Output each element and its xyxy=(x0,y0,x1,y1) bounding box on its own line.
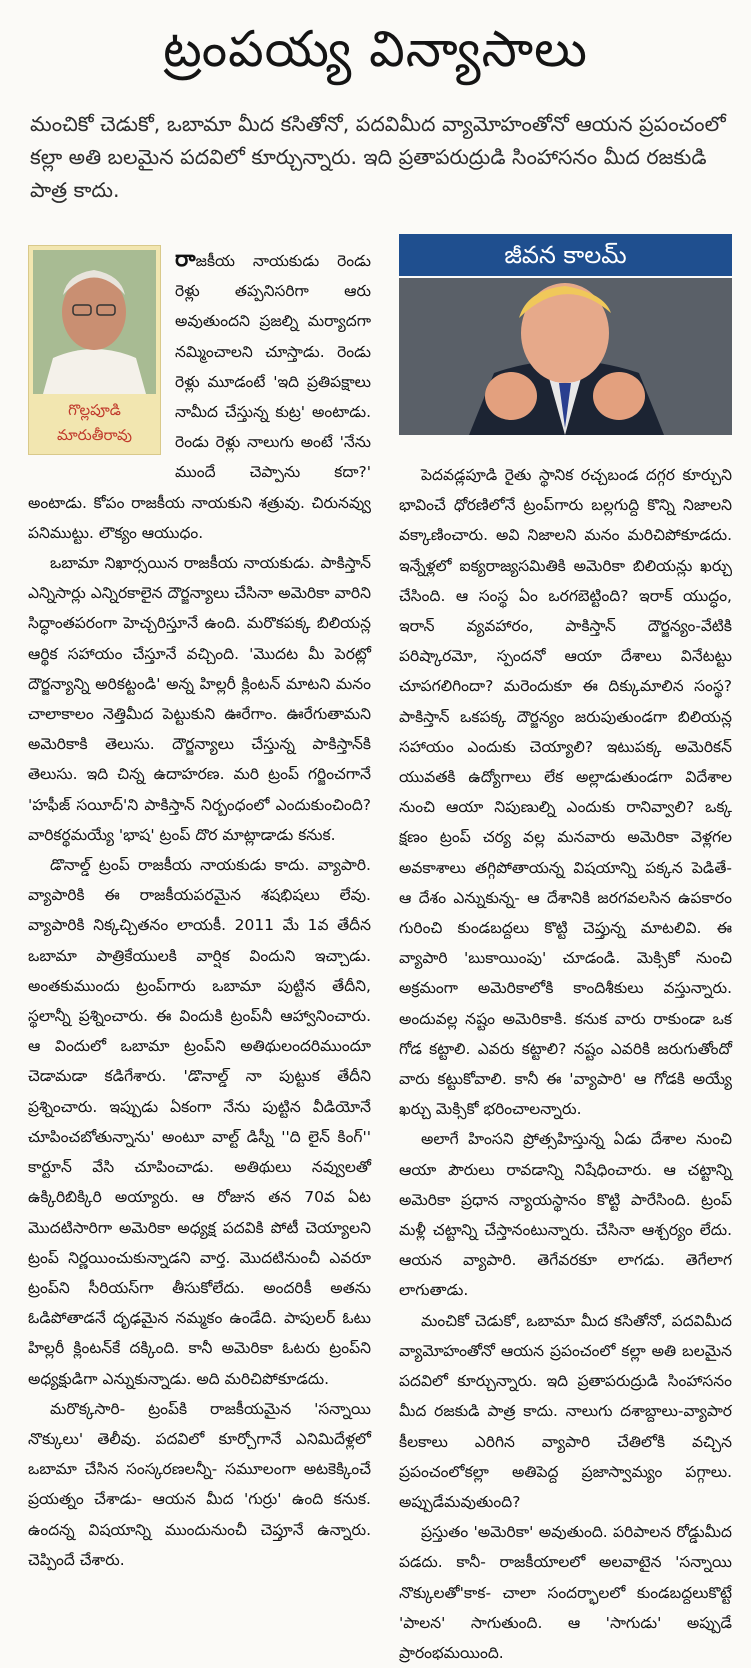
author-name: గొల్లపూడి మారుతీరావు xyxy=(56,401,133,444)
headline: ట్రంపయ్య విన్యాసాలు xyxy=(163,20,588,78)
left-column xyxy=(28,245,371,1575)
right-paragraph-4: ప్రస్తుతం 'అమెరికా' అవుతుంది. పరిపాలన రోడ్డుమీద పడదు. కానీ- రాజకీయాలలో అలవాటైన 'సన్నాయి నొక్కులతో'కాక- చాలా సందర్భాలలో కుండబద్దలుకొట్టే 'పాలన' సాగుతుంది. ఆ 'సాగుడు' అప్పుడే ప్రారంభమయింది. xyxy=(399,1523,732,1662)
right-paragraph-1: పెదవడ్లపూడి రైతు స్థానిక రచ్చబండ దగ్గర కూర్చుని భావించే ధోరణిలోనే ట్రంప్‌గారు బల్లగుద్ది కొన్ని నిజాలని వక్కాణించారు. అవి నిజాలని మనం మరిచిపోకూడదు. ఇన్నేళ్లలో ఐక్యరాజ్యసమితికి అమెరికా బిలియన్లు ఖర్చు చేసింది. ఆ సంస్థ ఏం ఒరగబెట్టింది? ఇరాక్ యుద్ధం, ఇరాన్ వ్యవహారం, పాకిస్తాన్ దౌర్జన్యం-వేటికి పరిష్కారమో, స్పందనో ఆయా దేశాలు వినేటట్టు చూపగలిగిందా? మరెందుకూ ఈ దిక్కుమాలిన సంస్థ? పాకిస్తాన్ ఒకపక్క దౌర్జన్యం జరుపుతుండగా బిలియన్ల సహాయం ఎందుకు చెయ్యాలి? ఇటుపక్క అమెరికన్ యువతకి ఉద్యోగాలు లేక అల్లాడుతుండగా విదేశాల నుంచి ఆయా నిపుణుల్ని ఎందుకు రానివ్వాలి? ఒక్క క్షణం ట్రంప్ చర్య వల్ల మనవారు అమెరికా వెళ్లగల అవకాశాలు తగ్గిపోతాయన్న విషయాన్ని పక్కన పెడితే- ఆ దేశం ఎన్నుకున్న- ఆ దేశానికి జరగవలసిన ఉపకారం గురించి కుండబద్దలు కొట్టి చెప్తున్న మాటలివి. ఈ వ్యాపారి 'బుకాయింపు' చూడండి. మెక్సికో నుంచి అక్రమంగా అమెరికాలోకి కాందిశీకులు వస్తున్నారు. అందువల్ల నష్టం అమెరికాకి. కనుక వారు రాకుండా ఒక గోడ కట్టాలి. ఎవరు కట్టాలి? నష్టం ఎవరికి జరుగుతోందో వారు కట్టుకోవాలి. కానీ ఈ 'వ్యాపారి' ఆ గోడకి అయ్యే ఖర్చు మెక్సికో భరించాలన్నారు. xyxy=(399,466,732,1119)
author-box xyxy=(28,245,161,455)
left-paragraph-3: డొనాల్డ్ ట్రంప్ రాజకీయ నాయకుడు కాదు. వ్యాపారి. వ్యాపారికి ఈ రాజకీయపరమైన శషభిషలు లేవు. వ్యాపారికి నిక్కచ్చితనం లాయకీ. 2011 మే 1వ తేదీన ఒబామా పాత్రికేయులకి వార్షిక విందుని ఇచ్చాడు. అంతకుముందు ట్రంప్‌గారు ఒబామా పుట్టిన తేదీని, స్థలాన్నీ ప్రశ్నించారు. ఈ విందుకి ట్రంప్‌నీ ఆహ్వానించారు. ఆ విందులో ఒబామా ట్రంప్‌ని అతిథులందరిముందూ చెడామడా కడిగేశారు. 'డొనాల్డ్ నా పుట్టుక తేదీని ప్రశ్నించారు. ఇప్పుడు ఏకంగా నేను పుట్టిన వీడియోనే చూపించబోతున్నాను' అంటూ వాల్ట్ డిస్నీ ''ది లైన్ కింగ్'' కార్టూన్ వేసి చూపించాడు. అతిథులు నవ్వులతో ఉక్కిరిబిక్కిరి అయ్యారు. ఆ రోజున తన 70వ ఏట మొదటిసారిగా అమెరికా అధ్యక్ష పదవికి పోటీ చెయ్యాలని ట్రంప్ నిర్ణయించుకున్నాడని వార్త. మొదటినుంచీ ఎవరూ ట్రంప్‌ని సీరియస్‌గా తీసుకోలేదు. అందరికీ అతను ఓడిపోతాడనే దృఢమైన నమ్మకం ఉండేది. పాపులర్ ఓటు హిల్లరీ క్లింటన్‌కే దక్కింది. కానీ అమెరికా ఓటరు ట్రంప్‌ని అధ్యక్షుడిగా ఎన్నుకున్నాడు. అది మరిచిపోకూడదు. xyxy=(28,856,371,1388)
column-title-banner: జీవన కాలమ్ xyxy=(399,234,732,276)
author-photo xyxy=(33,250,156,394)
left-paragraph-1-text: జకీయ నాయకుడు రెండు రెళ్లు తప్పనిసరిగా ఆరు అవుతుందని ప్రజల్ని మర్యాదగా నమ్మించాలని చూస్తాడు. రెండు రెళ్లు మూడంటే 'ఇది ప్రతిపక్షాలు నామీద చేస్తున్న కుట్ర' అంటాడు. రెండు రెళ్లు నాలుగు అంటే 'నేను ముందే చెప్పాను కదా?' అంటాడు. కోపం రాజకీయ నాయకుని శత్రువు. చిరునవ్వు పనిముట్టు. లౌక్యం ఆయుధం. xyxy=(28,252,371,542)
right-column xyxy=(399,460,732,1668)
drop-cap: రా xyxy=(175,247,196,272)
deck-summary: మంచికో చెడుకో, ఒబామా మీద కసితోనో, పదవిమీద వ్యామోహంతోనో ఆయన ప్రపంచంలో కల్లా అతి బలమైన పదవిలో కూర్చున్నారు. ఇది ప్రతాపరుద్రుడి సింహాసనం మీద రజకుడి పాత్ర కాదు. xyxy=(30,112,726,202)
right-paragraph-2: అలాగే హింసని ప్రోత్సహిస్తున్న ఏడు దేశాల నుంచి ఆయా పౌరులు రావడాన్ని నిషేధించారు. ఆ చట్టాన్ని అమెరికా ప్రధాన న్యాయస్థానం కొట్టి పారేసింది. ట్రంప్ మళ్లీ చట్టాన్ని చేస్తానంటున్నారు. చేసినా ఆశ్చర్యం లేదు. ఆయన వ్యాపారి. తెగేవరకూ లాగడు. తెగేలాగ లాగుతాడు. xyxy=(399,1130,732,1300)
left-paragraph-2: ఒబామా నిఖార్సయిన రాజకీయ నాయకుడు. పాకిస్తాన్ ఎన్నిసార్లు ఎన్నిరకాలైన దౌర్జన్యాలు చేసినా అమెరికా వారిని సిద్ధాంతపరంగా హెచ్చరిస్తూనే ఉంది. మరొకపక్క బిలియన్ల ఆర్థిక సహాయం చేస్తూనే వచ్చింది. 'మొదట మీ పెరట్లో దౌర్జన్యాన్ని అరికట్టండి' అన్న హిల్లరీ క్లింటన్ మాటని మనం చాలాకాలం నెత్తిమీద పెట్టుకుని ఊరేగాం. ఊరేగుతామని అమెరికాకి తెలుసు. దౌర్జన్యాలు చేస్తున్న పాకిస్తాన్‌కి తెలుసు. ఇది చిన్న ఉదాహరణ. మరి ట్రంప్ గర్జించగానే 'హఫీజ్ సయీద్'ని పాకిస్తాన్ నిర్బంధంలో ఎందుకుంచింది? వారికర్థమయ్యే 'భాష' ట్రంప్ దొర మాట్లాడాడు కనుక. xyxy=(28,554,371,844)
trump-photo xyxy=(399,278,732,435)
left-paragraph-4: మరొక్కసారి- ట్రంప్‌కి రాజకీయమైన 'సన్నాయి నొక్కులు' తెలీవు. పదవిలో కూర్చోగానే ఎనిమిదేళ్లలో ఒబామా చేసిన సంస్కరణలన్నీ- సమూలంగా అటకెక్కించే ప్రయత్నం చేశాడు- ఆయన మీద 'గుర్రు' ఉంది కనుక. ఉందన్న విషయాన్ని ముందునుంచీ చెప్తూనే ఉన్నారు. చెప్పిందే చేశారు. xyxy=(28,1399,371,1569)
right-paragraph-3: మంచికో చెడుకో, ఒబామా మీద కసితోనో, పదవిమీద వ్యామోహంతోనో ఆయన ప్రపంచంలో కల్లా అతి బలమైన పదవిలో కూర్చున్నారు. ఇది ప్రతాపరుద్రుడి సింహాసనం మీద రజకుడి పాత్ర కాదు. నాలుగు దశాబ్దాలు-వ్యాపార కీలకాలు ఎరిగిన వ్యాపారి చేతిలోకి వచ్చిన ప్రపంచంలోకల్లా అతిపెద్ద ప్రజాస్వామ్యం పగ్గాలు. అప్పుడేమవుతుంది? xyxy=(399,1311,732,1511)
